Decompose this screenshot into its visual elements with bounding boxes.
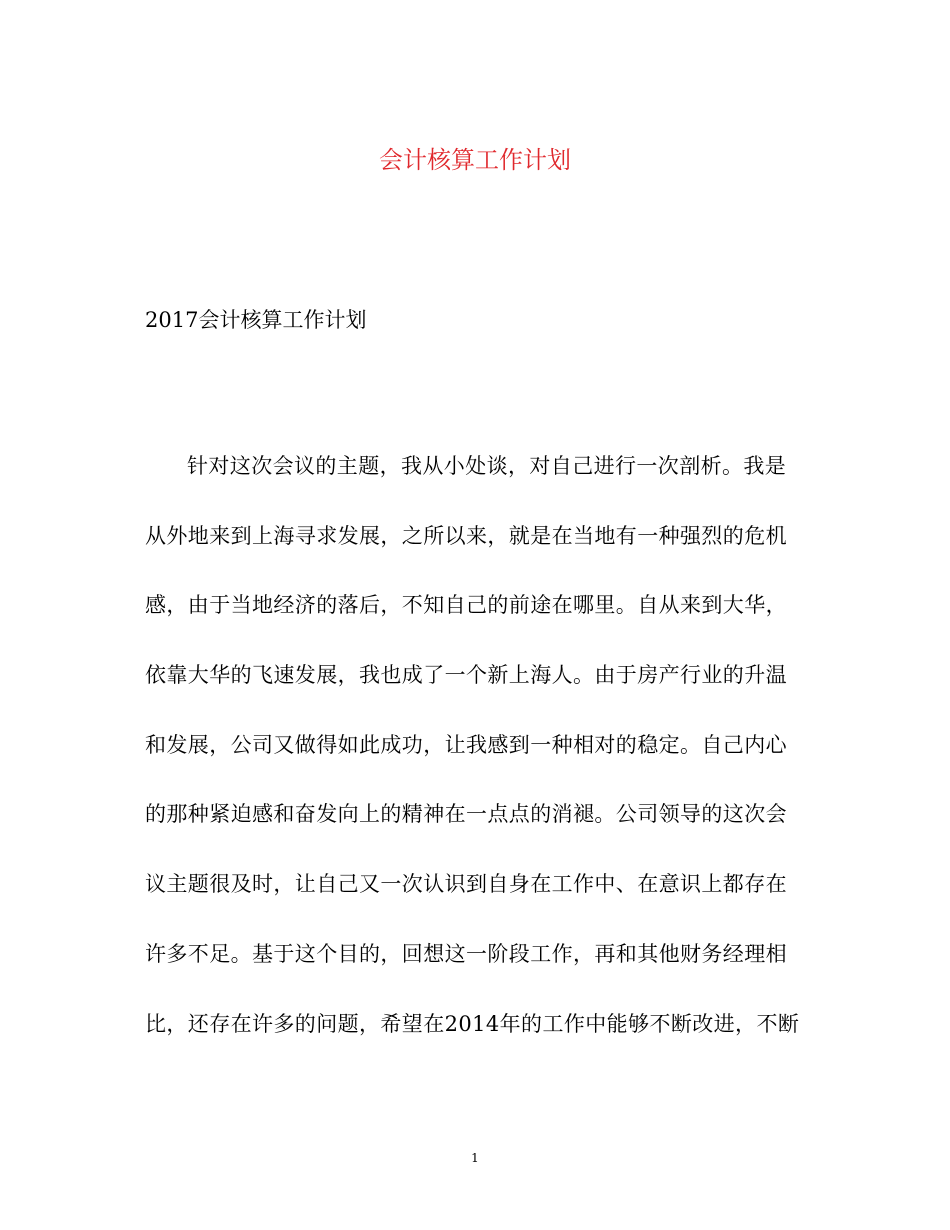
body-line: 依靠大华的飞速发展，我也成了一个新上海人。由于房产行业的升温 [145, 663, 787, 688]
body-line: 和发展，公司又做得如此成功，让我感到一种相对的稳定。自己内心 [145, 732, 787, 757]
body-line: 许多不足。基于这个目的，回想这一阶段工作，再和其他财务经理相 [145, 941, 787, 966]
body-line: 感，由于当地经济的落后，不知自己的前途在哪里。自从来到大华， [145, 593, 787, 618]
body-paragraph [145, 448, 815, 1075]
body-line: 从外地来到上海寻求发展，之所以来，就是在当地有一种强烈的危机 [145, 523, 787, 548]
document-subtitle: 2017会计核算工作计划 [145, 308, 367, 332]
page-number: 1 [471, 1151, 479, 1165]
document-title: 会计核算工作计划 [379, 146, 571, 174]
body-line: 比，还存在许多的问题，希望在2014年的工作中能够不断改进，不断 [145, 1011, 800, 1036]
body-line: 议主题很及时，让自己又一次认识到自身在工作中、在意识上都存在 [145, 872, 787, 897]
body-line: 针对这次会议的主题，我从小处谈，对自己进行一次剖析。我是 [187, 454, 787, 478]
body-line: 的那种紧迫感和奋发向上的精神在一点点的消褪。公司领导的这次会 [145, 802, 787, 827]
